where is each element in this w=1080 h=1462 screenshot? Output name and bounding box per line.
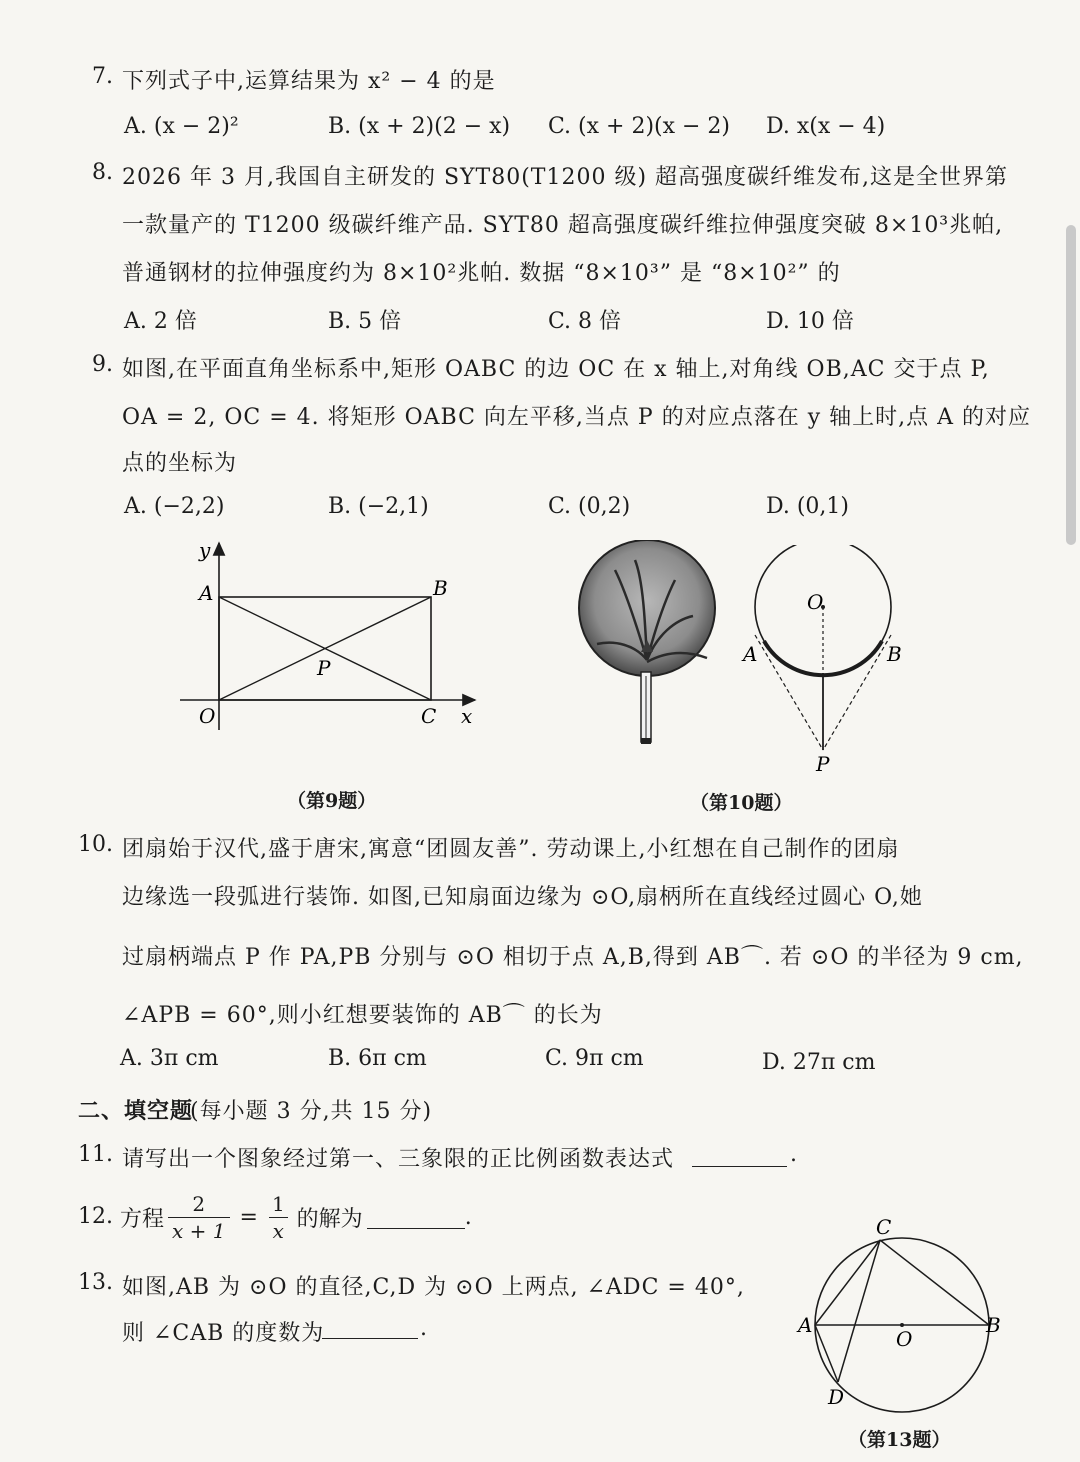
q7-option-c: C. (x + 2)(x − 2) xyxy=(548,114,731,139)
q9-line-1: 如图,在平面直角坐标系中,矩形 OABC 的边 OC 在 x 轴上,对角线 OB,AC 交于点 P, xyxy=(122,357,990,382)
q13-label-o: O xyxy=(896,1327,913,1351)
section-2-title: 二、填空题 xyxy=(78,1098,194,1124)
q7-stem: 下列式子中,运算结果为 x² − 4 的是 xyxy=(122,69,496,94)
q13-end: . xyxy=(420,1316,428,1341)
q12-denominator-right: x xyxy=(269,1217,288,1244)
q10-option-a: A. 3π cm xyxy=(120,1046,219,1071)
q10-label-b: B xyxy=(887,642,902,666)
q8-option-d: D. 10 倍 xyxy=(766,309,854,334)
q10-label-o: O xyxy=(807,590,824,614)
q13-label-b: B xyxy=(986,1313,1001,1337)
q12-pre: 方程 xyxy=(120,1206,165,1232)
q8-option-b: B. 5 倍 xyxy=(328,309,402,334)
q9-label-p: P xyxy=(317,656,331,680)
q10-label-a: A xyxy=(743,642,758,666)
q8-line-2: 一款量产的 T1200 级碳纤维产品. SYT80 超高强度碳纤维拉伸强度突破 8×10³兆帕, xyxy=(122,213,1004,238)
q12-equals: = xyxy=(239,1204,258,1230)
q9-option-c: C. (0,2) xyxy=(548,494,631,519)
q12-fraction-left xyxy=(168,1191,229,1244)
q13-line-2: 则 ∠CAB 的度数为 xyxy=(122,1321,325,1346)
q9-label-c: C xyxy=(421,704,437,728)
q12-fraction-right xyxy=(268,1191,289,1244)
q11-answer-blank[interactable] xyxy=(692,1144,787,1167)
q7-option-b: B. (x + 2)(2 − x) xyxy=(328,114,511,139)
q9-option-a: A. (−2,2) xyxy=(124,494,225,519)
q11-end: . xyxy=(790,1142,798,1167)
fan-illustration xyxy=(575,540,725,750)
q12-denominator-left: x + 1 xyxy=(168,1217,229,1244)
scrollbar-thumb[interactable] xyxy=(1066,225,1076,545)
q8-line-1: 2026 年 3 月,我国自主研发的 SYT80(T1200 级) 超高强度碳纤维发布,这是全世界第 xyxy=(122,165,1009,190)
q9-line-3: 点的坐标为 xyxy=(122,451,238,476)
q7-option-a: A. (x − 2)² xyxy=(124,114,239,139)
q13-label-d: D xyxy=(828,1385,845,1409)
q10-line-4: ∠APB = 60°,则小红想要装饰的 AB⌒ 的长为 xyxy=(122,1003,603,1028)
q9-figure xyxy=(175,535,495,745)
q7-number: 7. xyxy=(92,64,113,89)
q10-line-2: 边缘选一段弧进行装饰. 如图,已知扇面边缘为 ⊙O,扇柄所在直线经过圆心 O,她 xyxy=(122,885,923,910)
q10-line-3: 过扇柄端点 P 作 PA,PB 分别与 ⊙O 相切于点 A,B,得到 AB⌒. 若 ⊙O 的半径为 9 cm, xyxy=(122,945,1024,970)
q8-line-3: 普通钢材的拉伸强度约为 8×10²兆帕. 数据 “8×10³” 是 “8×10²” 的 xyxy=(122,261,841,286)
q9-option-b: B. (−2,1) xyxy=(328,494,429,519)
q10-figure xyxy=(735,545,915,775)
q13-caption: （第13题） xyxy=(848,1429,951,1451)
q9-label-x: x xyxy=(461,704,473,728)
q12-number: 12. xyxy=(78,1204,113,1229)
q11-stem: 请写出一个图象经过第一、三象限的正比例函数表达式 xyxy=(122,1147,675,1172)
q13-label-c: C xyxy=(876,1215,892,1239)
q8-option-c: C. 8 倍 xyxy=(548,309,622,334)
q12-numerator-right: 1 xyxy=(271,1191,285,1216)
q10-number: 10. xyxy=(78,832,113,857)
q10-caption: （第10题） xyxy=(690,792,793,814)
q13-number: 13. xyxy=(78,1270,113,1295)
q13-figure xyxy=(790,1210,1010,1415)
q11-number: 11. xyxy=(78,1142,113,1167)
q9-line-2: OA = 2, OC = 4. 将矩形 OABC 向左平移,当点 P 的对应点落在 y 轴上时,点 A 的对应 xyxy=(122,405,1031,430)
q10-line-1: 团扇始于汉代,盛于唐宋,寓意“团圆友善”. 劳动课上,小红想在自己制作的团扇 xyxy=(122,837,900,862)
q12-post: 的解为 xyxy=(296,1206,363,1232)
q9-option-d: D. (0,1) xyxy=(766,494,849,519)
q8-option-a: A. 2 倍 xyxy=(124,309,197,334)
q10-option-c: C. 9π cm xyxy=(545,1046,644,1071)
q10-label-p: P xyxy=(816,752,830,775)
q12-answer-blank[interactable] xyxy=(367,1206,465,1229)
q9-label-a: A xyxy=(199,581,214,605)
q12-numerator-left: 2 xyxy=(192,1191,206,1216)
q9-number: 9. xyxy=(92,352,113,377)
q13-line-1: 如图,AB 为 ⊙O 的直径,C,D 为 ⊙O 上两点, ∠ADC = 40°, xyxy=(122,1275,745,1300)
q12-end: . xyxy=(464,1204,472,1230)
q9-label-y: y xyxy=(199,538,211,562)
q13-answer-blank[interactable] xyxy=(322,1316,418,1339)
q13-label-a: A xyxy=(798,1313,813,1337)
section-2-note: (每小题 3 分,共 15 分) xyxy=(190,1099,433,1124)
q12-equation xyxy=(120,1186,472,1248)
q9-label-b: B xyxy=(433,576,448,600)
q8-number: 8. xyxy=(92,160,113,185)
q9-label-o: O xyxy=(199,704,216,728)
q10-option-d: D. 27π cm xyxy=(762,1050,876,1075)
q9-caption: （第9题） xyxy=(287,790,377,812)
q7-option-d: D. x(x − 4) xyxy=(766,114,886,139)
q10-option-b: B. 6π cm xyxy=(328,1046,427,1071)
